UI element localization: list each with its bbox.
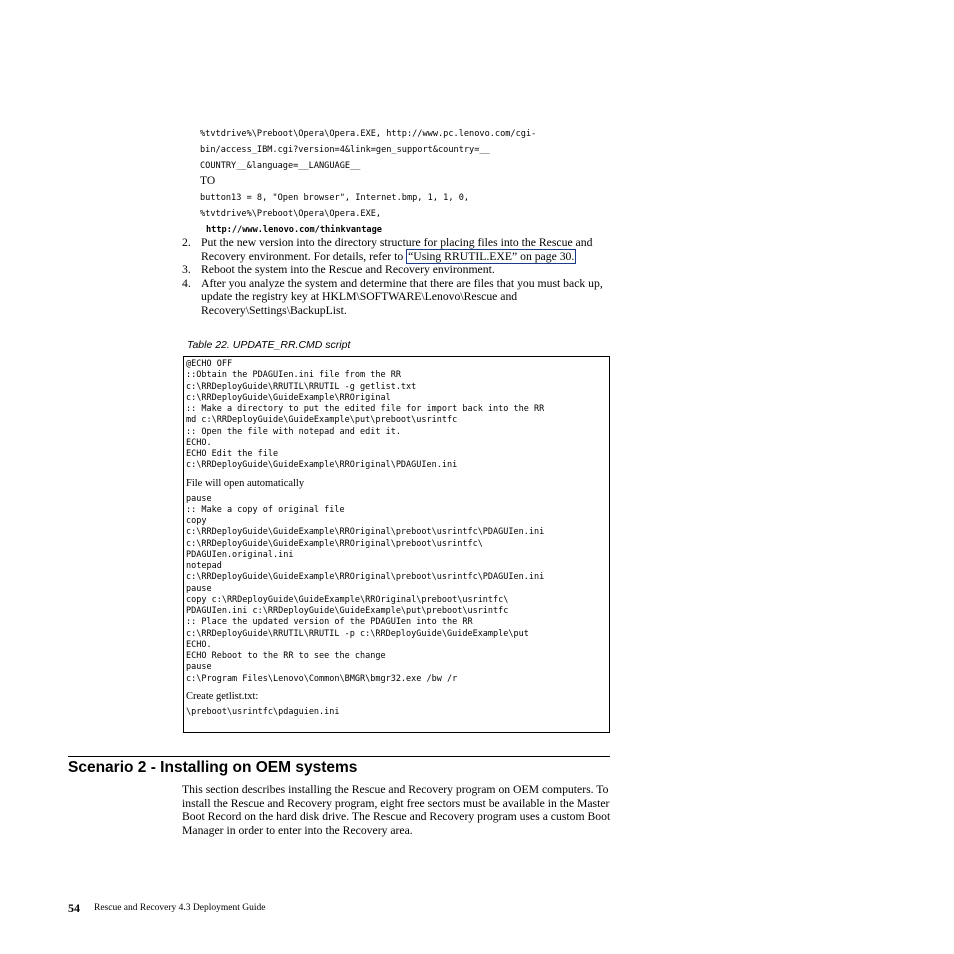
list-item bbox=[182, 236, 612, 263]
script-note: File will open automatically bbox=[186, 477, 305, 489]
script-line: notepad bbox=[186, 561, 222, 571]
script-line: ECHO. bbox=[186, 437, 212, 448]
script-block bbox=[186, 707, 544, 718]
script-line: c:\RRDeployGuide\RRUTIL\RRUTIL -p c:\RRDeployGuide\GuideExample\put bbox=[186, 628, 529, 639]
script-line: :: Open the file with notepad and edit it. bbox=[186, 426, 401, 437]
script-line: pause bbox=[186, 583, 212, 594]
code-line: button13 = 8, "Open browser", Internet.bmp, 1, 1, 0, bbox=[200, 193, 470, 203]
section-divider bbox=[68, 756, 610, 757]
step-number: 3. bbox=[182, 263, 191, 277]
script-table bbox=[183, 356, 610, 733]
script-line: PDAGUIen.ini c:\RRDeployGuide\GuideExample\put\preboot\usrintfc bbox=[186, 606, 509, 616]
script-line: PDAGUIen.original.ini bbox=[186, 549, 294, 560]
table-caption: Table 22. UPDATE_RR.CMD script bbox=[187, 339, 351, 351]
script-line: \preboot\usrintfc\pdaguien.ini bbox=[186, 706, 340, 717]
script-line: pause bbox=[186, 493, 212, 504]
list-item bbox=[182, 263, 612, 277]
script-block bbox=[186, 494, 544, 685]
script-line: :: Make a directory to put the edited file for import back into the RR bbox=[186, 404, 545, 414]
code-line: %tvtdrive%\Preboot\Opera\Opera.EXE, http://www.pc.lenovo.com/cgi- bbox=[200, 129, 537, 139]
list-item bbox=[182, 277, 612, 318]
script-note: Create getlist.txt: bbox=[186, 690, 259, 702]
script-line: copy bbox=[186, 516, 207, 526]
script-line: c:\Program Files\Lenovo\Common\BMGR\bmgr32.exe /bw /r bbox=[186, 673, 458, 684]
to-text: TO bbox=[200, 175, 216, 187]
script-line: :: Place the updated version of the PDAGUIen into the RR bbox=[186, 617, 473, 628]
code-line: COUNTRY__&language=__LANGUAGE__ bbox=[200, 161, 361, 171]
script-line: c:\RRDeployGuide\GuideExample\RROriginal\preboot\usrintfc\PDAGUIen.ini bbox=[186, 572, 545, 583]
thinkvantage-url: http://www.lenovo.com/thinkvantage bbox=[206, 225, 382, 235]
footer-title: Rescue and Recovery 4.3 Deployment Guide bbox=[94, 903, 266, 913]
page-number: 54 bbox=[68, 901, 80, 915]
script-line: ECHO Edit the file bbox=[186, 449, 279, 459]
section-heading: Scenario 2 - Installing on OEM systems bbox=[68, 759, 358, 776]
script-line: pause bbox=[186, 662, 212, 673]
code-line: bin/access_IBM.cgi?version=4&link=gen_support&country=__ bbox=[200, 145, 490, 155]
rrutil-page-link[interactable]: “Using RRUTIL.EXE” on page 30. bbox=[408, 249, 575, 263]
script-line: copy c:\RRDeployGuide\GuideExample\RROriginal\preboot\usrintfc\ bbox=[186, 594, 509, 605]
step-number: 4. bbox=[182, 276, 191, 290]
script-line: c:\RRDeployGuide\GuideExample\RROriginal bbox=[186, 392, 391, 403]
script-line: md c:\RRDeployGuide\GuideExample\put\preboot\usrintfc bbox=[186, 415, 458, 426]
step-text: Put the new version into the directory structure for placing files into the Rescue and Recovery environment. For details, refer to bbox=[201, 236, 593, 263]
code-line: %tvtdrive%\Preboot\Opera\Opera.EXE, bbox=[200, 209, 382, 219]
steps-list bbox=[182, 236, 612, 318]
script-line: @ECHO OFF bbox=[186, 359, 233, 369]
section-paragraph: This section describes installing the Rescue and Recovery program on OEM computers. To install the Rescue and Recovery program, eight free sectors must be available in the Master Boot Record on the hard disk drive. The Rescue and Recovery program uses a custom Boot Manager in order to enter into the Recovery area. bbox=[182, 783, 611, 838]
script-line: ::Obtain the PDAGUIen.ini file from the RR bbox=[186, 370, 401, 381]
script-line: c:\RRDeployGuide\GuideExample\RROriginal\preboot\usrintfc\ bbox=[186, 538, 483, 549]
script-line: c:\RRDeployGuide\GuideExample\RROriginal\preboot\usrintfc\PDAGUIen.ini bbox=[186, 527, 545, 538]
script-line: c:\RRDeployGuide\RRUTIL\RRUTIL -g getlist.txt bbox=[186, 381, 417, 392]
script-block bbox=[186, 359, 544, 472]
script-line: ECHO. bbox=[186, 639, 212, 650]
script-line: c:\RRDeployGuide\GuideExample\RROriginal\PDAGUIen.ini bbox=[186, 460, 458, 471]
step-text: Reboot the system into the Rescue and Recovery environment. bbox=[201, 263, 495, 277]
script-line: ECHO Reboot to the RR to see the change bbox=[186, 651, 386, 661]
step-text: After you analyze the system and determine that there are files that you must back up, update the registry key at HKLM\SOFTWARE\Lenovo\Rescue and Recovery\Settings\BackupList. bbox=[201, 276, 603, 317]
step-number: 2. bbox=[182, 236, 191, 249]
script-line: :: Make a copy of original file bbox=[186, 504, 345, 515]
